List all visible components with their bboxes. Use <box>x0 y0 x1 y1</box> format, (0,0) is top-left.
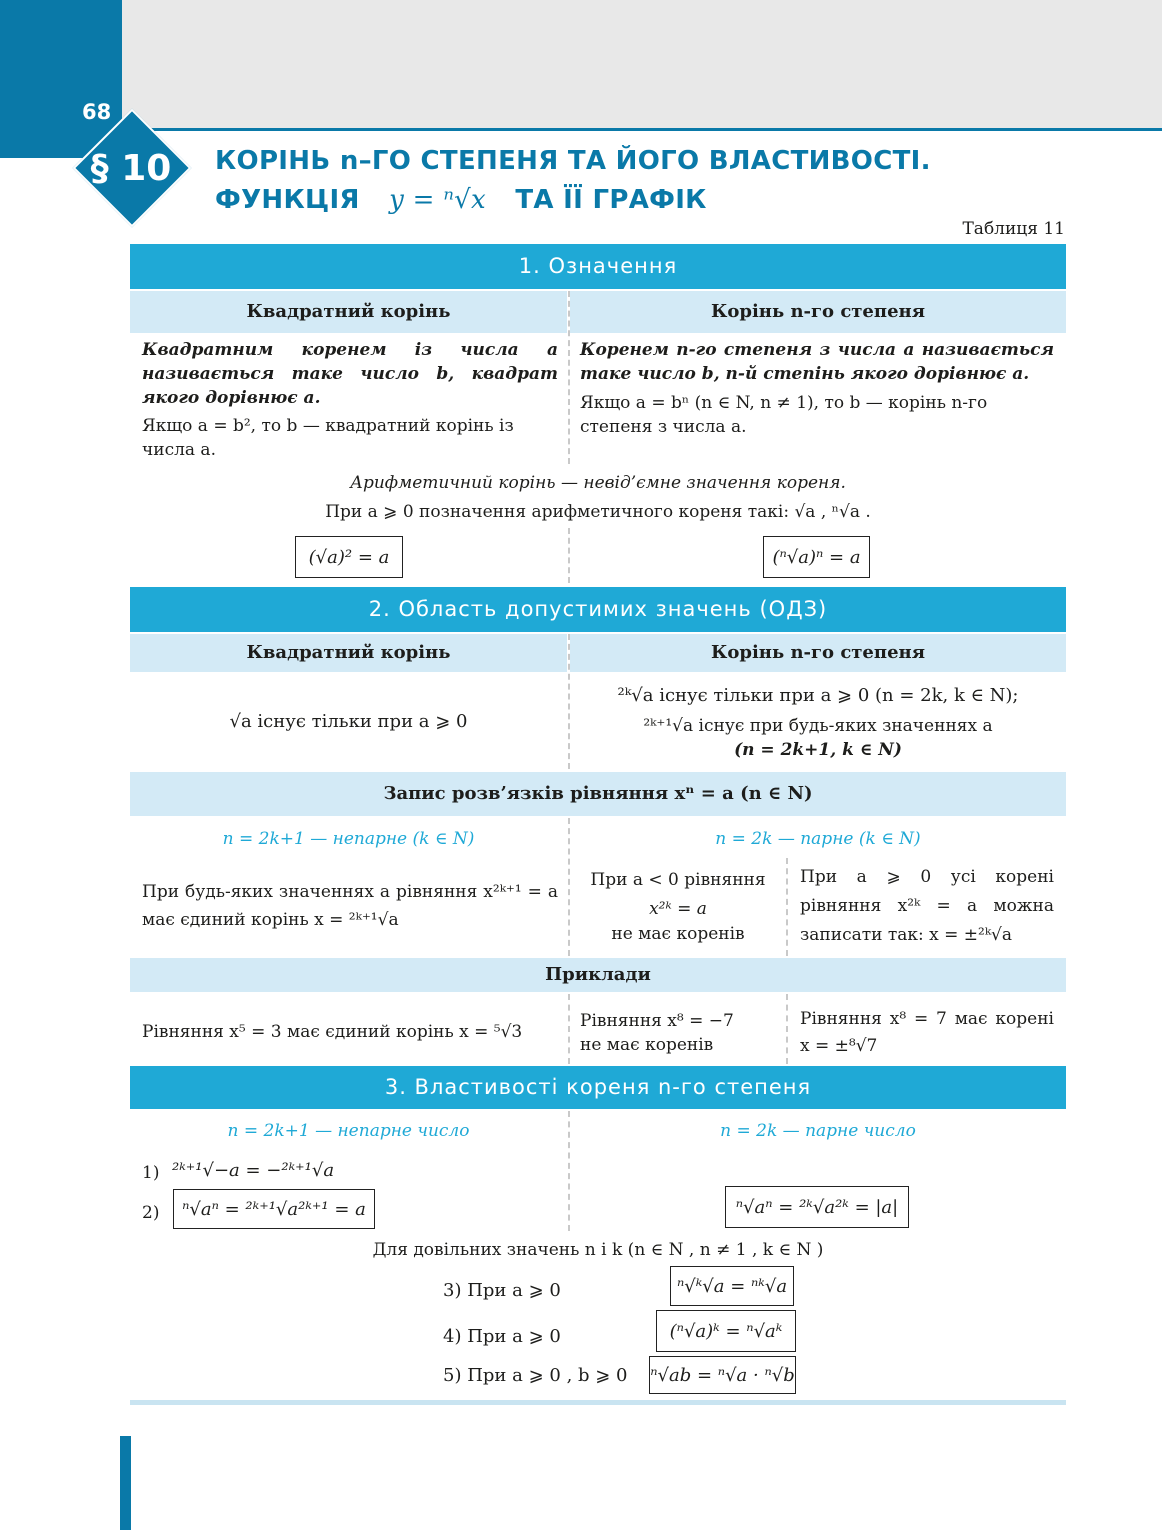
eq-right-text: При a ⩾ 0 усі корені рівняння x²ᵏ = a можна записати так: x = ±²ᵏ√a <box>800 867 1054 945</box>
title-word-graph: ТА ЇЇ ГРАФІК <box>515 185 707 215</box>
eq-divider-right <box>786 858 788 956</box>
page-side-marker <box>120 1436 131 1530</box>
eq-mid-line3: не має коренів <box>611 924 745 944</box>
s2-right-head: Корінь n-го степеня <box>570 634 1066 672</box>
header-rule <box>122 128 1162 131</box>
example-mid-line2: не має коренів <box>580 1035 714 1055</box>
s1-left-if: Якщо a = b², то b — квадратний корінь із числа a. <box>142 416 514 460</box>
eq-left-text: При будь-яких значеннях a рівняння x²ᵏ⁺¹ = a має єдиний корінь x = ²ᵏ⁺¹√a <box>142 882 558 930</box>
s1-right-definition: Коренем n-го степеня з числа a називається таке число b, n-й степінь якого дорівнює a. <box>580 340 1054 384</box>
s3-p3-condition: 3) При a ⩾ 0 <box>443 1280 561 1301</box>
s1-notation: При a ⩾ 0 позначення арифметичного кореня такі: √a , ⁿ√a . <box>325 502 871 522</box>
eq-left-sub: n = 2k+1 — непарне (k ∈ N) <box>222 829 475 849</box>
s3-p1-formula: ²ᵏ⁺¹√−a = −²ᵏ⁺¹√a <box>172 1160 335 1181</box>
example-mid-line1: Рівняння x⁸ = −7 <box>580 1011 734 1031</box>
s1-box-left: (√a)² = a <box>295 536 403 578</box>
s2-left-text: √a існує тільки при a ⩾ 0 <box>229 711 468 732</box>
title-word-function: ФУНКЦІЯ <box>215 185 360 215</box>
s1-arithmetic-note: Арифметичний корінь — невід’ємне значення кореня. <box>350 473 846 493</box>
s3-p4-condition: 4) При a ⩾ 0 <box>443 1326 561 1347</box>
header-blue-block <box>0 0 122 158</box>
s2-right-line3: (n = 2k+1, k ∈ N) <box>734 740 902 760</box>
s1-right-head: Корінь n-го степеня <box>570 291 1066 333</box>
table-bottom-rule <box>130 1400 1066 1405</box>
s1-divider-lower <box>568 528 570 583</box>
s3-p3-box: ⁿ√ᵏ√a = ⁿᵏ√a <box>670 1266 794 1306</box>
section-number: § 10 <box>90 148 172 189</box>
example-right: Рівняння x⁸ = 7 має корені x = ±⁸√7 <box>800 1009 1054 1056</box>
eq-mid-line2: x²ᵏ = a <box>649 899 707 919</box>
s1-box-right: (ⁿ√a)ⁿ = a <box>763 536 870 578</box>
s1-right-if: Якщо a = bⁿ (n ∈ N, n ≠ 1), то b — корінь n-го степеня з числа a. <box>580 393 988 437</box>
s3-p2-num: 2) <box>142 1203 160 1223</box>
s3-p2-right-box: ⁿ√aⁿ = ²ᵏ√a²ᵏ = |a| <box>725 1186 909 1228</box>
s3-p5-condition: 5) При a ⩾ 0 , b ⩾ 0 <box>443 1365 628 1386</box>
page-title-line1: КОРІНЬ n–ГО СТЕПЕНЯ ТА ЙОГО ВЛАСТИВОСТІ. <box>215 146 931 176</box>
eq-mid-line1: При a < 0 рівняння <box>590 870 766 890</box>
section1-header: 1. Означення <box>130 244 1066 289</box>
examples-head: Приклади <box>130 958 1066 992</box>
s3-p2-box: ⁿ√aⁿ = ²ᵏ⁺¹√a²ᵏ⁺¹ = a <box>173 1189 375 1229</box>
s2-left-head: Квадратний корінь <box>130 634 567 672</box>
s3-p1-num: 1) <box>142 1163 160 1183</box>
s3-p4-box: (ⁿ√a)ᵏ = ⁿ√aᵏ <box>656 1310 796 1352</box>
s2-right-line2: ²ᵏ⁺¹√a існує при будь-яких значеннях a <box>643 716 993 736</box>
s1-left-definition: Квадратним коренем із числа a називається таке число b, квадрат якого дорівнює a. <box>142 340 558 408</box>
header-gray-band <box>122 0 1162 128</box>
example-left: Рівняння x⁵ = 3 має єдиний корінь x = ⁵√3 <box>142 1022 523 1042</box>
examples-divider-right <box>786 994 788 1064</box>
s1-left-head: Квадратний корінь <box>130 291 567 333</box>
s2-right-line1: ²ᵏ√a існує тільки при a ⩾ 0 (n = 2k, k ∈ N); <box>617 685 1019 706</box>
s3-p5-box: ⁿ√ab = ⁿ√a · ⁿ√b <box>649 1356 796 1394</box>
s3-right-sub: n = 2k — парне число <box>720 1121 916 1141</box>
section3-header: 3. Властивості кореня n-го степеня <box>130 1066 1066 1109</box>
table-caption: Таблиця 11 <box>962 219 1065 239</box>
s1-divider <box>568 291 570 464</box>
page-number: 68 <box>82 100 112 124</box>
s3-left-sub: n = 2k+1 — непарне число <box>227 1121 470 1141</box>
page-title-line2 <box>215 185 707 215</box>
examples-divider <box>568 994 570 1064</box>
title-formula: y = ⁿ√x <box>389 185 486 215</box>
s3-any-values: Для довільних значень n і k (n ∈ N , n ≠ 1 , k ∈ N ) <box>372 1240 824 1260</box>
eq-header: Запис розв’язків рівняння xⁿ = a (n ∈ N) <box>130 772 1066 816</box>
section2-header: 2. Область допустимих значень (ОДЗ) <box>130 587 1066 632</box>
eq-right-sub: n = 2k — парне (k ∈ N) <box>715 829 921 849</box>
